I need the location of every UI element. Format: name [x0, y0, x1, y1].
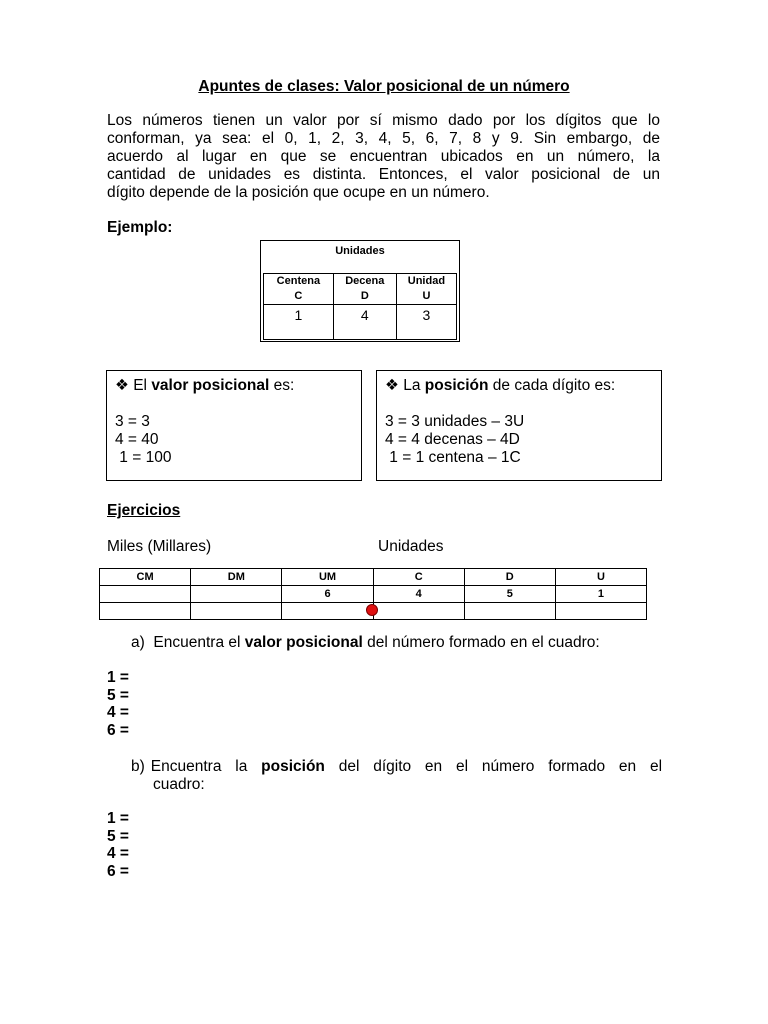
box-title: ❖ El valor posicional es: [115, 377, 295, 394]
grid-header: DM [191, 569, 282, 586]
example-table [263, 243, 457, 340]
answer-line[interactable]: 6 = [107, 862, 129, 880]
example-table-header: Unidades [264, 243, 457, 274]
grid-cell[interactable] [100, 586, 191, 603]
group-label-unidades: Unidades [378, 538, 444, 555]
grid-header: CM [100, 569, 191, 586]
question-b-text: Encuentra la posición del dígito en el número formado en el [150, 758, 663, 775]
diamond-bullet-icon: ❖ [385, 377, 399, 394]
question-b-line1 [131, 758, 662, 776]
intro-line: Los números tienen un valor por sí mismo dado por los dígitos que lo [107, 112, 660, 129]
box-title: ❖ La posición de cada dígito es: [385, 377, 616, 394]
example-col-unidad [396, 274, 456, 305]
example-col-decena [333, 274, 396, 305]
intro-line: dígito depende de la posición que ocupe en un número. [107, 184, 490, 201]
answers-b [107, 810, 129, 880]
answer-line[interactable]: 4 = [107, 845, 129, 862]
diamond-bullet-icon: ❖ [115, 377, 129, 394]
grid-header: D [464, 569, 555, 586]
example-col-abbr: U [422, 290, 431, 302]
page-title: Apuntes de clases: Valor posicional de un número [198, 78, 570, 95]
question-b-label: b) [131, 758, 145, 775]
question-a-label: a) [131, 634, 145, 651]
answer-line[interactable]: 5 = [107, 827, 129, 845]
example-col-abbr: D [360, 290, 369, 302]
grid-cell[interactable]: 6 [282, 586, 373, 603]
grid-empty-cell[interactable] [373, 603, 464, 620]
answer-line[interactable]: 1 = [107, 810, 129, 827]
group-label-miles: Miles (Millares) [107, 538, 212, 555]
example-value: 4 [333, 305, 396, 340]
question-b [131, 758, 662, 794]
answer-line[interactable]: 1 = [107, 669, 129, 686]
box-line: 1 = 100 [115, 449, 172, 466]
example-col-abbr: C [294, 290, 303, 302]
intro-line: acuerdo al lugar en que se encuentran ubicados en un número, la [107, 148, 660, 165]
valor-posicional-box [106, 370, 362, 481]
posicion-box [376, 370, 662, 481]
grid-cell[interactable]: 4 [373, 586, 464, 603]
example-value: 3 [396, 305, 456, 340]
intro-line: cantidad de unidades es distinta. Entonces, el valor posicional de un [107, 166, 660, 183]
answer-line[interactable]: 6 = [107, 721, 129, 739]
grid-empty-cell[interactable] [191, 603, 282, 620]
answers-a [107, 669, 129, 739]
grid-header: C [373, 569, 464, 586]
grid-header: U [555, 569, 646, 586]
example-heading: Ejemplo: [107, 219, 173, 236]
grid-empty-cell[interactable] [555, 603, 646, 620]
example-col-name: Unidad [407, 275, 446, 287]
question-b-line2: cuadro: [153, 776, 205, 793]
box-line: 1 = 1 centena – 1C [385, 449, 521, 466]
grid-empty-cell[interactable] [464, 603, 555, 620]
grid-cell[interactable]: 5 [464, 586, 555, 603]
grid-cell[interactable]: 1 [555, 586, 646, 603]
example-value: 1 [264, 305, 334, 340]
grid-empty-cell[interactable] [100, 603, 191, 620]
box-line: 4 = 40 [115, 431, 159, 448]
box-line: 4 = 4 decenas – 4D [385, 431, 520, 448]
box-line: 3 = 3 [115, 413, 150, 430]
answer-line[interactable]: 4 = [107, 704, 129, 721]
exercises-heading: Ejercicios [107, 502, 181, 519]
intro-paragraph [107, 112, 660, 202]
question-a: a) Encuentra el valor posicional del número formado en el cuadro: [131, 634, 600, 651]
grid-cell[interactable] [191, 586, 282, 603]
intro-line: conforman, ya sea: el 0, 1, 2, 3, 4, 5, 6, 7, 8 y 9. Sin embargo, de [107, 130, 660, 147]
box-line: 3 = 3 unidades – 3U [385, 413, 525, 430]
example-col-centena [264, 274, 334, 305]
example-col-name: Centena [276, 275, 321, 287]
grid-empty-cell[interactable] [282, 603, 373, 620]
example-col-name: Decena [345, 275, 385, 287]
answer-line[interactable]: 5 = [107, 686, 129, 704]
red-marker-dot [366, 604, 378, 616]
grid-header: UM [282, 569, 373, 586]
